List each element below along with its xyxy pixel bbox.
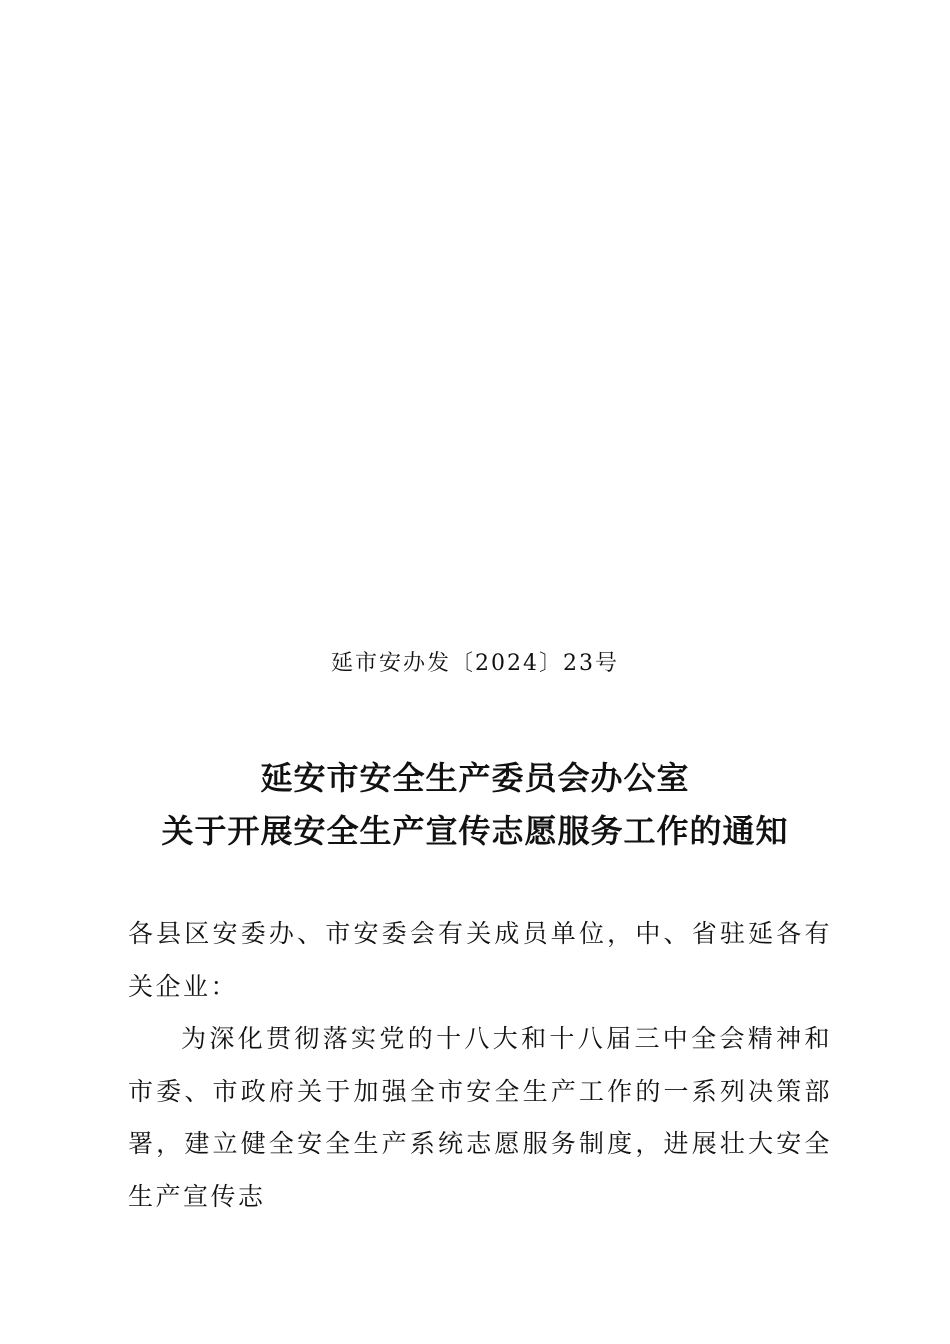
- document-number: 延市安办发〔2024〕23号: [331, 651, 619, 676]
- title-subject: 关于开展安全生产宣传志愿服务工作的通知: [161, 812, 789, 850]
- body-paragraph: 为深化贯彻落实党的十八大和十八届三中全会精神和市委、市政府关于加强全市安全生产工作的一系列决策部署，建立健全安全生产系统志愿服务制度，进展壮大安全生产宣传志: [128, 1024, 832, 1211]
- title-issuer: 延安市安全生产委员会办公室: [260, 759, 690, 797]
- salutation: 各县区安委办、市安委会有关成员单位，中、省驻延各有关企业：: [128, 919, 832, 1001]
- document-body: [128, 908, 832, 1223]
